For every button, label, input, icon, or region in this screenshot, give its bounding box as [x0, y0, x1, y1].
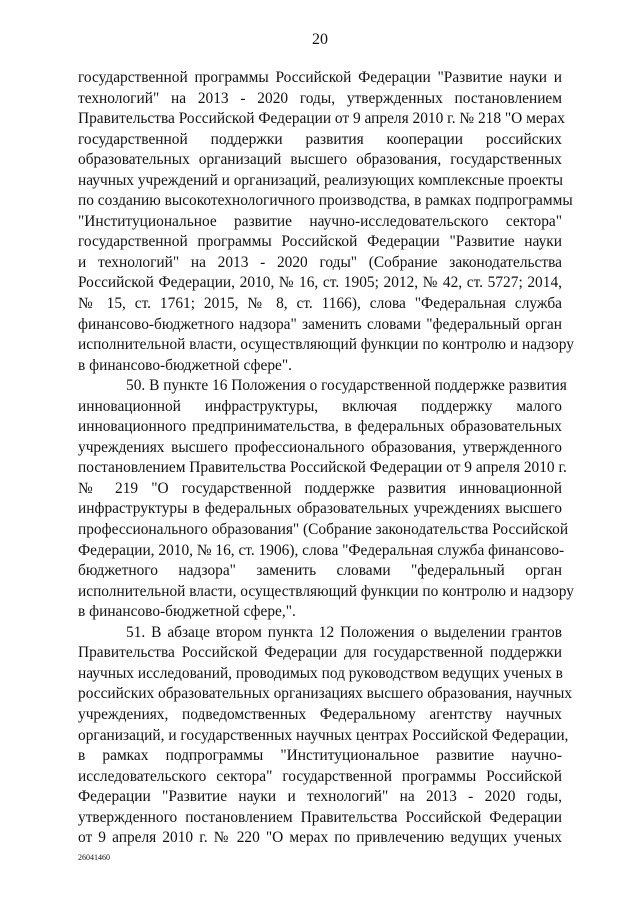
text-line: научных исследований, проводимых под руководством ведущих ученых в [78, 664, 563, 682]
text-line: 51. В абзаце втором пункта 12 Положения о выделении грантов [126, 623, 562, 641]
text-line: государственной поддержки развития кооперации российских [78, 130, 562, 148]
text-line: в финансово-бюджетной сфере,". [78, 603, 296, 621]
text-line: по созданию высокотехнологичного производства, в рамках подпрограммы [78, 192, 573, 210]
text-line: научных учреждений и организаций, реализующих комплексные проекты [78, 171, 563, 189]
text-line: исполнительной власти, осуществляющий функции по контролю и надзору [78, 336, 574, 354]
text-line: исполнительной власти, осуществляющий функции по контролю и надзору [78, 582, 574, 600]
text-line: инновационного предпринимательства, в федеральных образовательных [78, 418, 562, 436]
text-line: в рамках подпрограммы "Институциональное развитие научно- [78, 747, 562, 765]
text-line: в финансово-бюджетной сфере". [78, 356, 292, 374]
text-line: организаций, и государственных научных центрах Российской Федерации, [78, 726, 569, 744]
text-line: государственной программы Российской Федерации "Развитие науки [78, 233, 562, 251]
text-line: финансово-бюджетного надзора" заменить словами "федеральный орган [78, 315, 562, 333]
text-line: № 219 "О государственной поддержке развития инновационной [78, 479, 562, 497]
text-line: учреждениях высшего профессионального образования, утвержденного [78, 438, 562, 456]
document-body [78, 68, 574, 849]
paragraph-continuation [78, 68, 574, 376]
text-line: от 9 апреля 2010 г. № 220 "О мерах по привлечению ведущих ученых [78, 829, 562, 847]
text-line: постановлением Правительства Российской Федерации от 9 апреля 2010 г. [78, 459, 567, 477]
text-line: государственной программы Российской Федерации "Развитие науки и [78, 69, 562, 86]
text-line: учреждениях, подведомственных Федеральному агентству научных [78, 705, 562, 723]
document-code: 26041460 [78, 853, 110, 862]
text-line: 50. В пункте 16 Положения о государственной поддержке развития [126, 377, 567, 395]
text-line: исследовательского сектора" государственной программы Российской [78, 767, 562, 785]
text-line: и технологий" на 2013 - 2020 годы" (Собрание законодательства [78, 253, 562, 271]
text-line: Правительства Российской Федерации от 9 апреля 2010 г. № 218 "О мерах [78, 110, 565, 128]
text-line: образовательных организаций высшего образования, государственных [78, 151, 562, 169]
text-line: Федерации, 2010, № 16, ст. 1906), слова "Федеральная служба финансово- [78, 541, 565, 559]
text-line: бюджетного надзора" заменить словами "федеральный орган [78, 562, 562, 580]
text-line: Правительства Российской Федерации для государственной поддержки [78, 644, 562, 662]
text-line: профессионального образования" (Собрание законодательства Российской [78, 521, 569, 539]
text-line: инфраструктуры в федеральных образовательных учреждениях высшего [78, 500, 562, 518]
text-line: "Институциональное развитие научно-исследовательского сектора" [78, 212, 562, 230]
text-line: утвержденного постановлением Правительства Российской Федерации [78, 808, 562, 826]
text-line: технологий" на 2013 - 2020 годы, утвержденных постановлением [78, 89, 562, 107]
text-line: российских образовательных организациях высшего образования, научных [78, 685, 573, 703]
page-number: 20 [312, 31, 328, 48]
text-line: Российской Федерации, 2010, № 16, ст. 1905; 2012, № 42, ст. 5727; 2014, [78, 274, 562, 292]
paragraph-item-50 [78, 376, 574, 623]
text-line: инновационной инфраструктуры, включая поддержку малого [78, 397, 562, 415]
text-line: № 15, ст. 1761; 2015, № 8, ст. 1166), слова "Федеральная служба [78, 295, 562, 313]
text-line: Федерации "Развитие науки и технологий" на 2013 - 2020 годы, [78, 788, 562, 806]
paragraph-item-51 [78, 623, 573, 849]
